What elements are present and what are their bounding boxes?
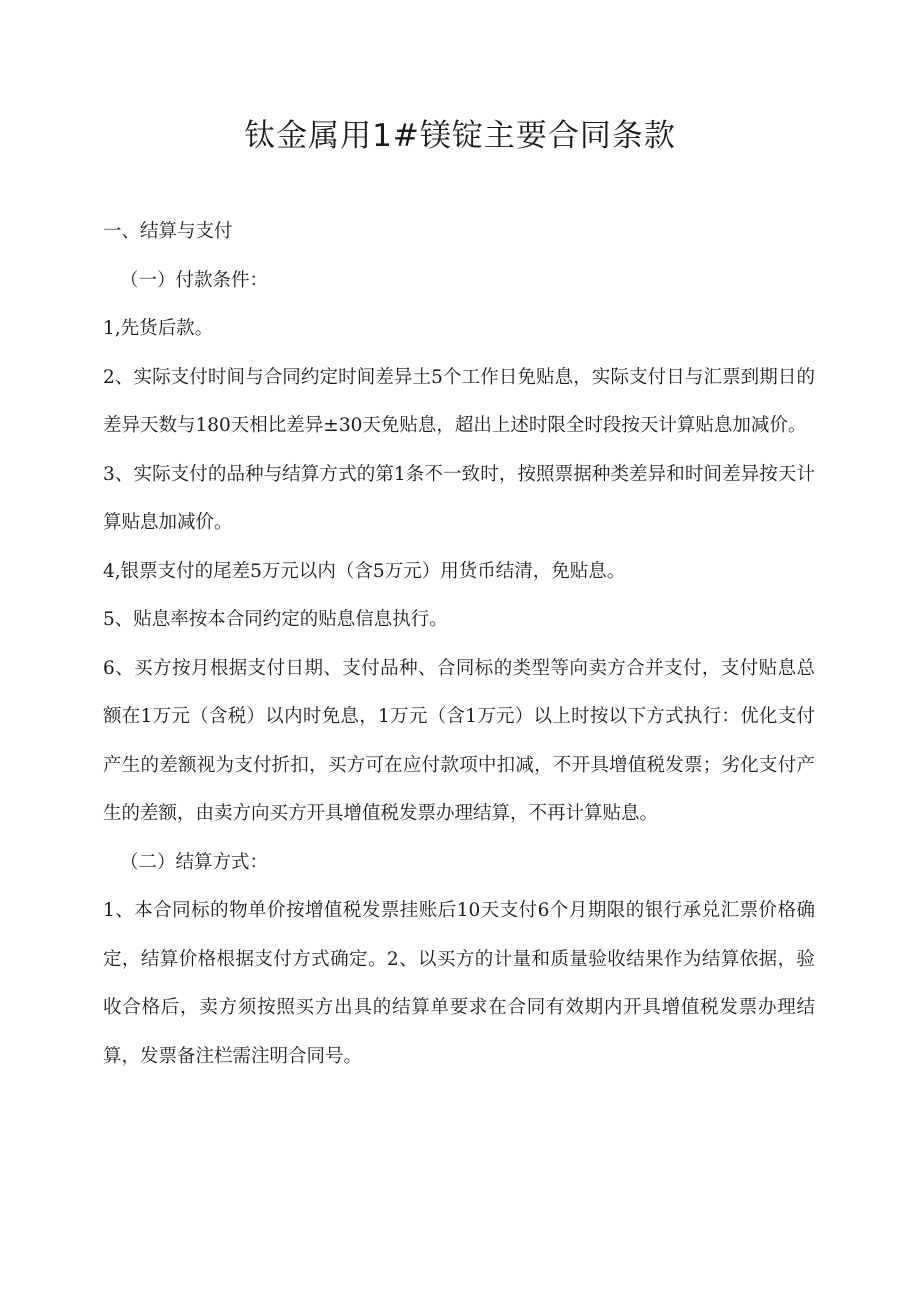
clause-6: 6、买方按月根据支付日期、支付品种、合同标的类型等向卖方合并支付，支付贴息总额在1万元（含税）以内时免息，1万元（含1万元）以上时按以下方式执行：优化支付产生的差额视为支付折扣，买方可在应付款项中扣减，不开具增值税发票；劣化支付产生的差额，由卖方向买方开具增值税发票办理结算，不再计算贴息。 xyxy=(103,657,815,824)
clause-1: 1,先货后款。 xyxy=(103,318,214,339)
clause-5: 5、贴息率按本合同约定的贴息信息执行。 xyxy=(103,609,448,630)
document-body xyxy=(103,208,815,1081)
document-title: 钛金属用1#镁锭主要合同条款 xyxy=(244,118,676,154)
subsection-heading-settlement-method: （二）结算方式： xyxy=(120,851,269,873)
clause-3: 3、实际支付的品种与结算方式的第1条不一致时，按照票据种类差异和时间差异按天计算贴息加减价。 xyxy=(103,463,815,533)
settlement-clause: 1、本合同标的物单价按增值税发票挂账后10天支付6个月期限的银行承兑汇票价格确定，结算价格根据支付方式确定。2、以买方的计量和质量验收结果作为结算依据，验收合格后，卖方须按照买方出具的结算单要求在合同有效期内开具增值税发票办理结算，发票备注栏需注明合同号。 xyxy=(103,900,815,1067)
clause-2: 2、实际支付时间与合同约定时间差异土5个工作日免贴息，实际支付日与汇票到期日的差异天数与180天相比差异±30天免贴息，超出上述时限全时段按天计算贴息加减价。 xyxy=(103,366,815,436)
section-heading-settlement-payment: 一、结算与支付 xyxy=(103,221,233,242)
clause-4: 4,银票支付的尾差5万元以内（含5万元）用货币结清，免贴息。 xyxy=(103,560,626,582)
subsection-heading-payment-terms: （一）付款条件： xyxy=(120,269,269,291)
